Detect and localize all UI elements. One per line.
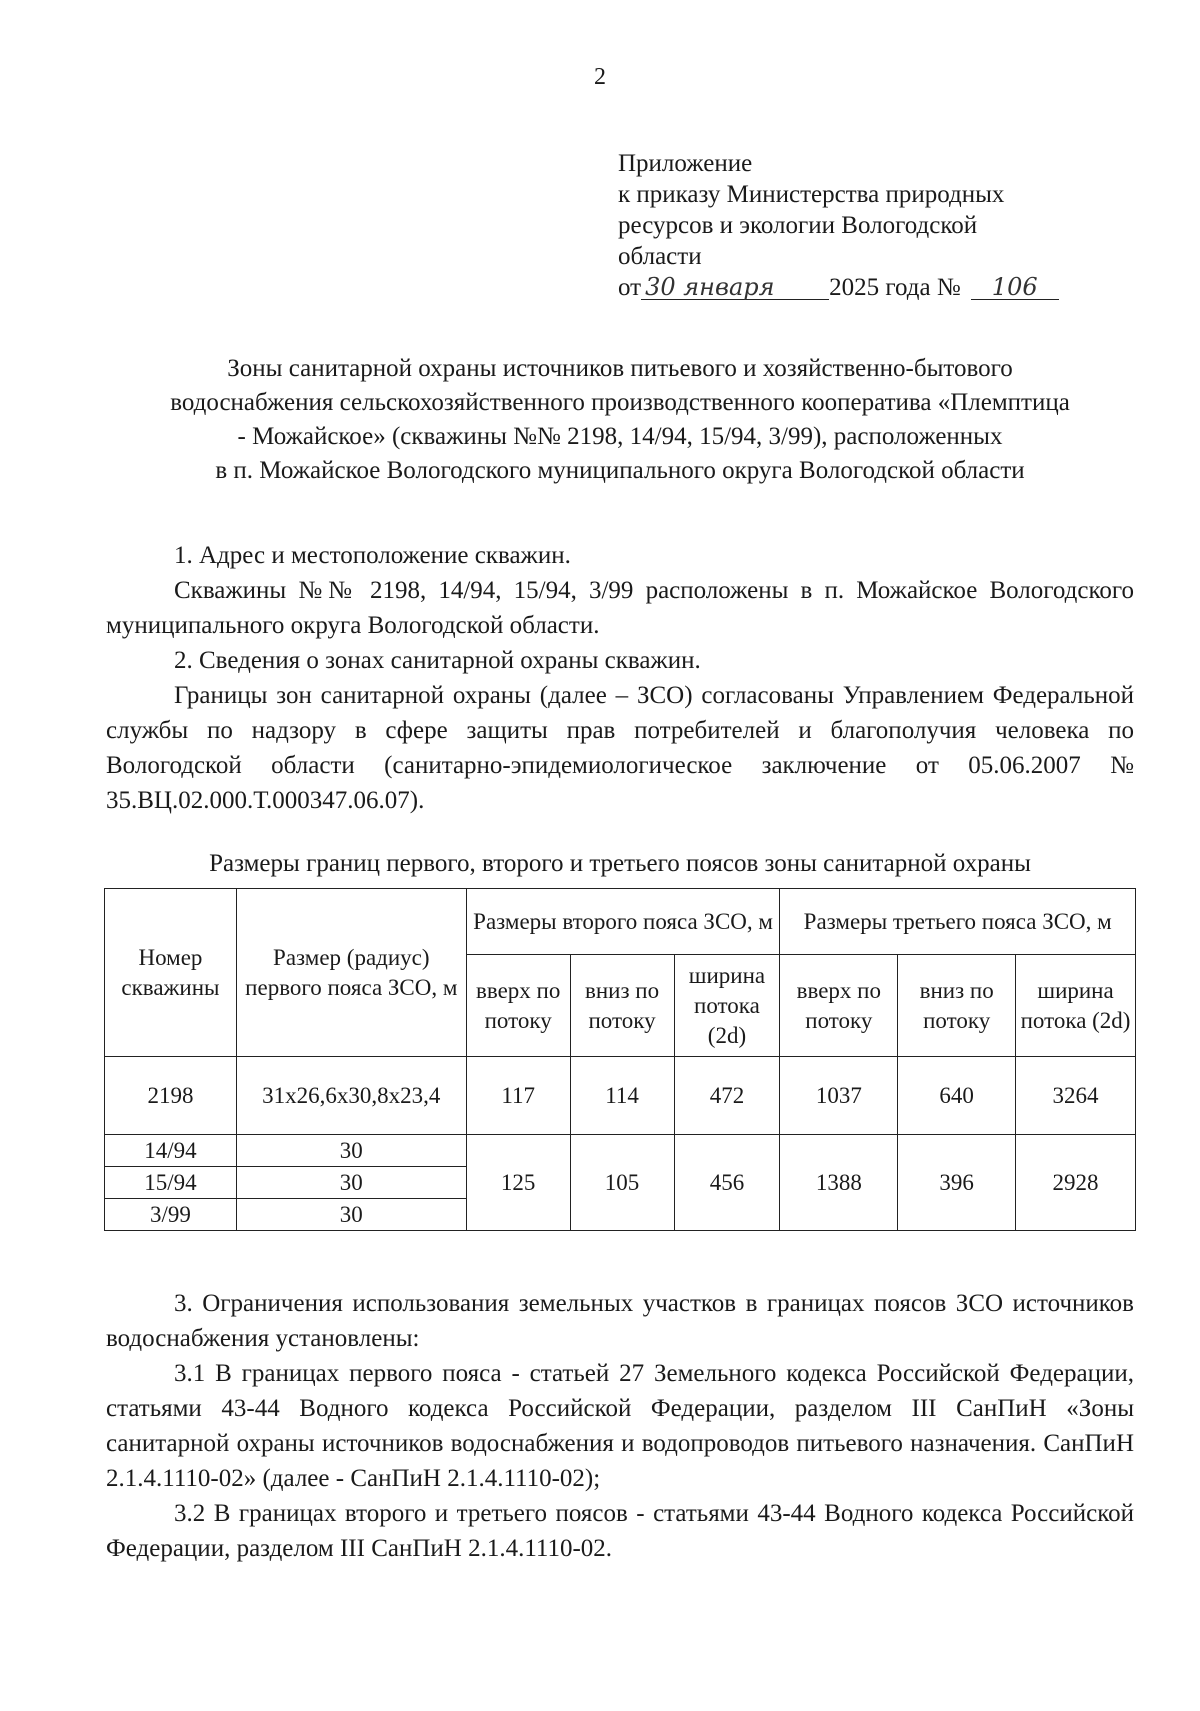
cell-second-width: 472 <box>674 1057 780 1135</box>
cell-third-down: 640 <box>898 1057 1016 1135</box>
handwritten-number: 106 <box>971 275 1059 300</box>
subheader-width: ширина потока (2d) <box>1016 955 1136 1057</box>
year-text: 2025 года № <box>829 274 961 301</box>
cell-second-width: 456 <box>674 1135 780 1231</box>
subheader-up: вверх по потоку <box>780 955 898 1057</box>
cell-third-down: 396 <box>898 1135 1016 1231</box>
title-line: в п. Можайское Вологодского муниципального округа Вологодской области <box>215 457 1025 484</box>
cell-first: 30 <box>236 1135 466 1167</box>
subheader-up: вверх по потоку <box>466 955 570 1057</box>
table-row <box>105 1057 1136 1135</box>
cell-first: 30 <box>236 1199 466 1231</box>
page-number: 2 <box>594 64 606 90</box>
header-first-belt: Размер (радиус) первого пояса ЗСО, м <box>236 889 466 1057</box>
cell-well: 2198 <box>105 1057 237 1135</box>
zso-table <box>104 888 1136 1231</box>
cell-third-width: 2928 <box>1016 1135 1136 1231</box>
cell-first: 31х26,6х30,8х23,4 <box>236 1057 466 1135</box>
cell-well: 14/94 <box>105 1135 237 1167</box>
title-line: водоснабжения сельскохозяйственного производственного кооператива «Племптица <box>170 389 1070 416</box>
table-row <box>105 1135 1136 1167</box>
appendix-line: области <box>618 243 702 270</box>
table-header-row <box>105 889 1136 955</box>
handwritten-date: 30 января <box>641 275 829 300</box>
subheader-down: вниз по потоку <box>898 955 1016 1057</box>
header-third-belt: Размеры третьего пояса ЗСО, м <box>780 889 1136 955</box>
paragraph: Границы зон санитарной охраны (далее – ЗСО) согласованы Управлением Федеральной службы по надзору в сфере защиты прав потребителей и благополучия человека по Вологодской области (санитарно-эпидемиологическое заключение от 05.06.2007 № 35.ВЦ.02.000.Т.000347.06.07). <box>106 682 1134 814</box>
section-3 <box>106 1286 1134 1566</box>
section-1 <box>106 538 1134 818</box>
cell-second-down: 105 <box>570 1135 674 1231</box>
paragraph: Скважины №№ 2198, 14/94, 15/94, 3/99 расположены в п. Можайское Вологодского муниципального округа Вологодской области. <box>106 577 1134 639</box>
cell-second-up: 125 <box>466 1135 570 1231</box>
paragraph: 2. Сведения о зонах санитарной охраны скважин. <box>174 647 701 674</box>
appendix-block <box>618 148 1138 303</box>
subheader-width: ширина потока (2d) <box>674 955 780 1057</box>
title-line: Зоны санитарной охраны источников питьевого и хозяйственно-бытового <box>227 355 1013 382</box>
cell-third-width: 3264 <box>1016 1057 1136 1135</box>
subheader-down: вниз по потоку <box>570 955 674 1057</box>
appendix-date-line <box>618 272 1138 303</box>
cell-third-up: 1388 <box>780 1135 898 1231</box>
paragraph: 3.2 В границах второго и третьего поясов - статьями 43-44 Водного кодекса Российской Федерации, разделом III СанПиН 2.1.4.1110-02. <box>106 1500 1134 1562</box>
cell-second-down: 114 <box>570 1057 674 1135</box>
paragraph: 3. Ограничения использования земельных участков в границах поясов ЗСО источников водоснабжения установлены: <box>106 1290 1134 1352</box>
header-well-number: Номер скважины <box>105 889 237 1057</box>
paragraph: 1. Адрес и местоположение скважин. <box>174 542 571 569</box>
cell-third-up: 1037 <box>780 1057 898 1135</box>
cell-first: 30 <box>236 1167 466 1199</box>
appendix-line: к приказу Министерства природных <box>618 181 1005 208</box>
cell-well: 15/94 <box>105 1167 237 1199</box>
table-caption: Размеры границ первого, второго и третьего поясов зоны санитарной охраны <box>209 850 1031 877</box>
from-label: от <box>618 274 642 301</box>
document-title <box>100 352 1140 488</box>
title-line: - Можайское» (скважины №№ 2198, 14/94, 15/94, 3/99), расположенных <box>237 423 1003 450</box>
appendix-line: ресурсов и экологии Вологодской <box>618 212 978 239</box>
cell-well: 3/99 <box>105 1199 237 1231</box>
paragraph: 3.1 В границах первого пояса - статьей 27 Земельного кодекса Российской Федерации, статьями 43-44 Водного кодекса Российской Федерации, разделом III СанПиН «Зоны санитарной охраны источников водоснабжения и водопроводов питьевого назначения. СанПиН 2.1.4.1110-02» (далее - СанПиН 2.1.4.1110-02); <box>106 1360 1134 1492</box>
cell-second-up: 117 <box>466 1057 570 1135</box>
header-second-belt: Размеры второго пояса ЗСО, м <box>466 889 780 955</box>
appendix-line: Приложение <box>618 150 753 177</box>
